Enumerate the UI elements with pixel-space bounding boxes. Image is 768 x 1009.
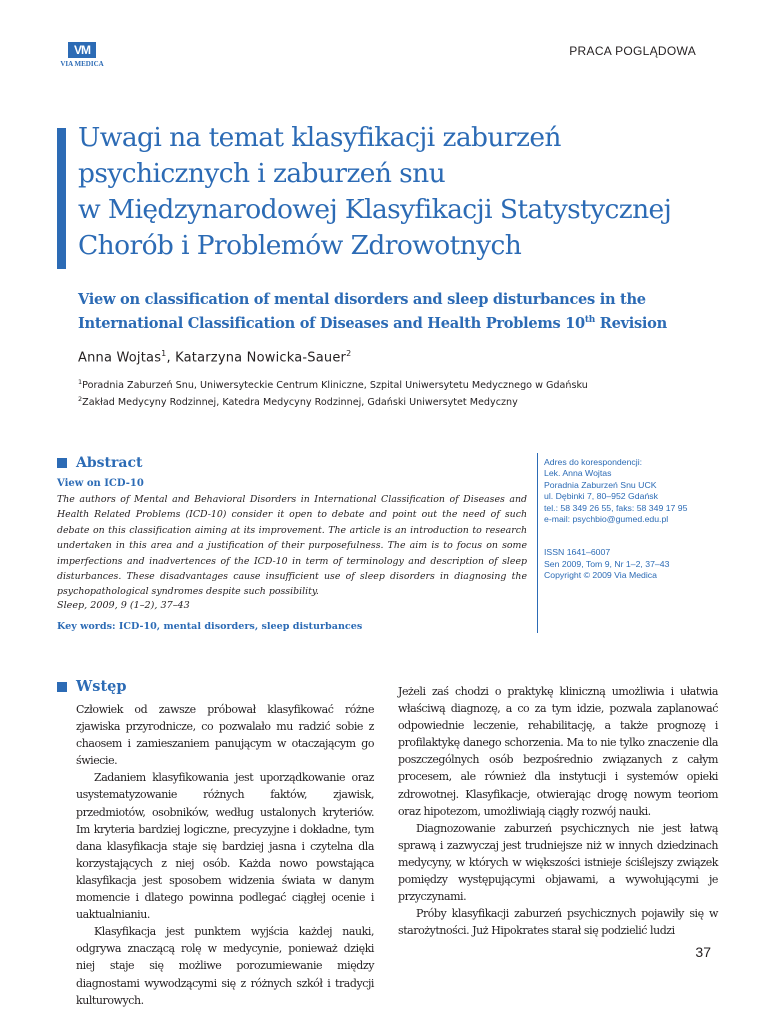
body-column-left [76,701,374,1009]
superscript: th [584,315,595,325]
english-title-line2-end: Revision [594,314,667,332]
abstract-citation: Sleep, 2009, 9 (1–2), 37–43 [57,600,190,611]
paragraph: Człowiek od zawsze próbował klasyfikować różne zjawiska przyrodnicze, co pozwalało mu radzić sobie z chaosem i zamieszaniem panującym w otaczającym go świecie. [76,703,374,768]
heading-square-icon [57,682,67,692]
abstract-title: Abstract [76,455,143,471]
author-separator: , [166,350,176,366]
correspondence-line: Adres do korespondencji: [544,457,643,467]
intro-title: Wstęp [76,678,127,695]
title-accent-bar [57,128,66,269]
heading-square-icon [57,458,67,468]
correspondence-box [544,457,719,582]
sidebar-divider [537,453,538,633]
abstract-body: The authors of Mental and Behavioral Disorders in International Classification of Diseases and Health Related Problems (ICD-10) consider it open to debate and point out the need of such debate on this classification aiming at its improvement. The article is an introduction to research undertaken in this area and a justification of their purposefulness. The aim is to focus on some imperfections and inadvertences of the ICD-10 in term of terminology and description of sleep disturbances. These disadvantages cause insufficient use of sleep disorders in diagnosing the psychopathological syndromes despite such possibility. [57,494,527,598]
title-line: psychicznych i zaburzeń snu [78,158,446,189]
article-title [78,120,718,264]
paragraph: Jeżeli zaś chodzi o praktykę kliniczną umożliwia i ułatwia właściwą diagnozę, a co za tym idzie, pozwala zaplanować odpowiednie leczenie, rehabilitację, a także prognozę i profilaktykę danego schorzenia. Ma to nie tylko znaczenie dla poszczególnych osób bezpośrednio związanych z całym procesem, ale również dla instytucji i systemów opieki zdrowotnej. Klasyfikacje, otwierając drogę nowym teoriom oraz hipotezom, umożliwiają ciągły rozwój nauki. [398,685,718,818]
correspondence-line: Poradnia Zaburzeń Snu UCK [544,479,657,490]
journal-info-line: ISSN 1641–6007 [544,547,611,558]
title-line: Chorób i Problemów Zdrowotnych [78,230,522,261]
via-medica-logo [59,42,105,68]
english-title-line2: International Classification of Diseases and Health Problems 10 [78,314,585,332]
correspondence-line: ul. Dębinki 7, 80–952 Gdańsk [544,491,658,502]
affiliation-text: Zakład Medycyny Rodzinnej, Katedra Medycyny Rodzinnej, Gdański Uniwersytet Medyczny [82,397,518,409]
affiliation [78,376,588,392]
logo-text: VIA MEDICA [60,60,104,68]
journal-info-line: Copyright © 2009 Via Medica [544,570,657,581]
journal-info-line: Sen 2009, Tom 9, Nr 1–2, 37–43 [544,558,670,569]
english-title-line1: View on classification of mental disorders and sleep disturbances in the [78,291,646,308]
affiliation [78,393,518,409]
spacer [544,525,719,547]
correspondence-line: Lek. Anna Wojtas [544,468,612,479]
authors [78,349,351,365]
abstract-heading [57,455,142,471]
section-label: PRACA POGLĄDOWA [569,44,696,58]
correspondence-line: tel.: 58 349 26 55, faks: 58 349 17 95 [544,502,688,513]
intro-heading [57,678,127,695]
paragraph: Klasyfikacja jest punktem wyjścia każdej nauki, odgrywa znaczącą rolę w medycynie, ponieważ dzięki niej staje się możliwe porozumiewanie między diagnostami wywodzącymi się z różnych szkół i tradycji kulturowych. [76,925,374,1007]
author-name: Katarzyna Nowicka-Sauer [175,350,347,366]
author-affiliation-mark: 1 [161,349,167,358]
author-affiliation-mark: 2 [346,349,352,358]
abstract-subheading: View on ICD-10 [57,478,144,489]
paragraph: Zadaniem klasyfikowania jest uporządkowanie oraz usystematyzowanie różnych faktów, zjawisk, przedmiotów, osobników, według ustalonych kryteriów. Im kryteria bardziej logiczne, precyzyjne i dokładne, tym dana klasyfikacja staje się bardziej jasna i czytelna dla korzystających z niej osób. Każda nowo powstająca klasyfikacja jest sposobem widzenia świata w danym momencie i dlatego powinna podlegać ciągłej ocenie i uaktualnianiu. [76,771,374,922]
keywords: Key words: ICD-10, mental disorders, sleep disturbances [57,621,363,632]
affiliation-text: Poradnia Zaburzeń Snu, Uniwersyteckie Centrum Kliniczne, Szpital Uniwersytetu Medycznego w Gdańsku [82,380,588,392]
paragraph: Diagnozowanie zaburzeń psychicznych nie jest łatwą sprawą i zazwyczaj jest trudniejsze niż w innych dziedzinach medycyny, w których w większości istnieje ściślejszy związek pomiędzy występującymi objawami, a wywołującymi je przyczynami. [398,821,718,904]
logo-mark: VM [68,42,96,58]
title-line: Uwagi na temat klasyfikacji zaburzeń [78,122,561,153]
page-number: 37 [695,944,711,960]
english-title [78,290,728,334]
body-column-right [398,683,718,939]
paragraph: Próby klasyfikacji zaburzeń psychicznych pojawiły się w starożytności. Już Hipokrates starał się podzielić ludzi [398,907,718,938]
affiliation-mark: 2 [78,395,83,403]
title-line: w Międzynarodowej Klasyfikacji Statystycznej [78,194,672,225]
affiliation-mark: 1 [78,378,83,386]
author-name: Anna Wojtas [78,350,162,366]
correspondence-email: e-mail: psychbio@gumed.edu.pl [544,514,669,525]
